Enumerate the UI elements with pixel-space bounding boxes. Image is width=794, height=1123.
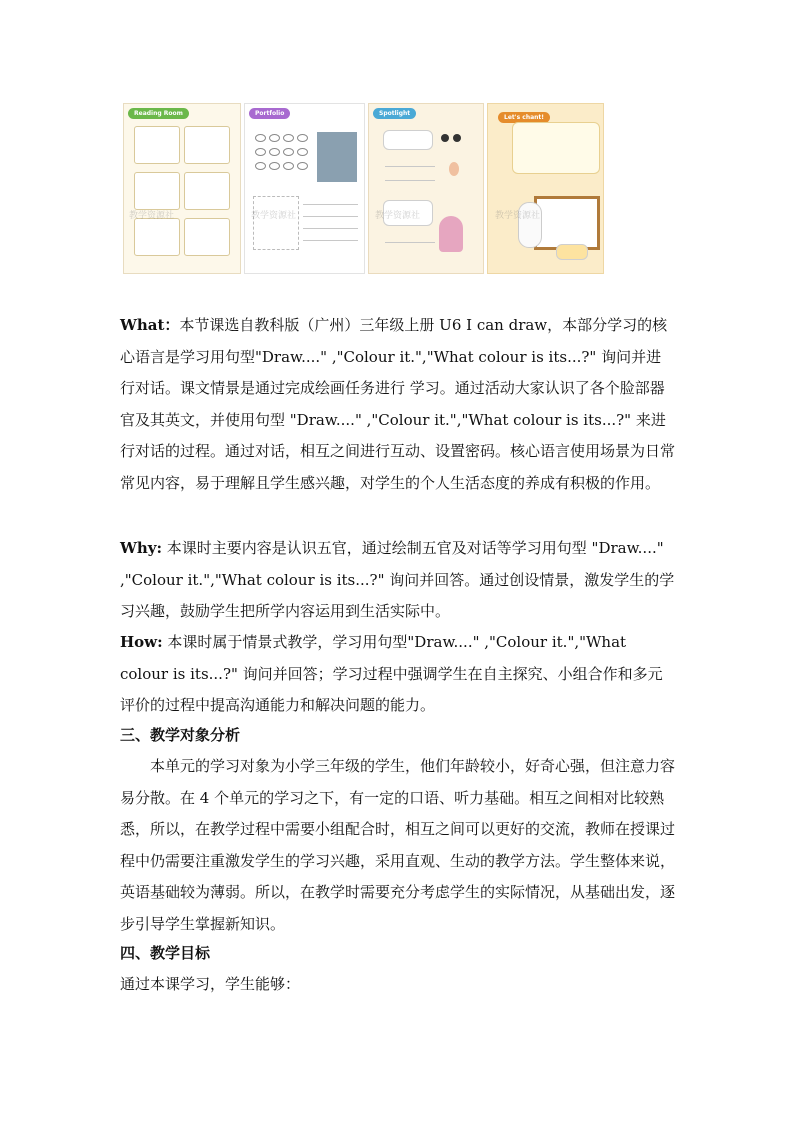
how-paragraph <box>120 627 676 722</box>
mouth-icon <box>283 162 294 170</box>
chant-box <box>512 122 600 174</box>
section-3-heading: 三、教学对象分析 <box>120 726 241 744</box>
watermark: 教学资源社 <box>251 211 297 221</box>
section-4-intro: 通过本课学习，学生能够： <box>120 975 301 993</box>
writing-line <box>303 228 358 229</box>
page-title: Reading Room <box>128 108 189 119</box>
page-title: Portfolio <box>249 108 290 119</box>
writing-line <box>303 216 358 217</box>
watermark: 教学资源社 <box>495 211 541 221</box>
ear-icon <box>283 148 294 156</box>
textbook-page-portfolio <box>244 103 365 274</box>
picture-cell <box>134 172 180 210</box>
watermark: 教学资源社 <box>129 211 175 221</box>
why-text: 本课时主要内容是认识五官，通过绘制五官及对话等学习用句型 "Draw...." ,"Colour it.","What colour is its...?" 询问并回答。通过创设情景，激发学生的学习兴趣，鼓励学生把所学内容运用到生活实际中。 <box>120 539 675 620</box>
picture-frame <box>534 196 600 250</box>
writing-line <box>385 166 435 167</box>
writing-line <box>303 240 358 241</box>
picture-cell <box>184 172 230 210</box>
speech-bubble <box>556 244 588 260</box>
mouth-icon <box>255 162 266 170</box>
portrait-picture <box>317 132 357 182</box>
eye-icon <box>269 134 280 142</box>
section-3-paragraph: 本单元的学习对象为小学三年级的学生，他们年龄较小，好奇心强，但注意力容易分散。在 4 个单元的学习之下，有一定的口语、听力基础。相互之间相对比较熟悉，所以，在教学过程中需要小组配合时，相互之间可以更好的交流，教师在授课过程中仍需要注重激发学生的学习兴趣，采用直观、生动的教学方法。学生整体来说，英语基础较为薄弱。所以，在教学时需要充分考虑学生的实际情况，从基础出发，逐步引导学生掌握新知识。 <box>120 757 676 933</box>
why-paragraph <box>120 533 676 628</box>
picture-cell <box>134 126 180 164</box>
why-label: Why: <box>120 539 163 557</box>
picture-cell <box>134 218 180 256</box>
eye-icon <box>453 134 461 142</box>
how-text: 本课时属于情景式教学，学习用句型"Draw...." ,"Colour it.","What colour is its...?" 询问并回答；学习过程中强调学生在自主探究、小组合作和多元评价的过程中提高沟通能力和解决问题的能力。 <box>120 633 663 714</box>
textbook-page-reading-room <box>123 103 241 274</box>
ear-icon <box>449 162 459 176</box>
section-4-heading: 四、教学目标 <box>120 944 211 962</box>
watermark: 教学资源社 <box>375 211 421 221</box>
speech-bubble <box>383 130 433 150</box>
what-label: What： <box>120 316 180 334</box>
writing-line <box>385 242 435 243</box>
eye-icon <box>441 134 449 142</box>
textbook-pages-image <box>123 103 604 274</box>
page-title: Let's chant! <box>498 112 550 123</box>
eye-icon <box>297 134 308 142</box>
picture-cell <box>184 218 230 256</box>
what-paragraph <box>120 310 676 499</box>
picture-cell <box>184 126 230 164</box>
how-label: How: <box>120 633 163 651</box>
eye-icon <box>283 134 294 142</box>
textbook-page-spotlight <box>368 103 484 274</box>
writing-line <box>385 180 435 181</box>
writing-line <box>303 204 358 205</box>
mouth-icon <box>297 162 308 170</box>
girl-picture <box>439 216 463 252</box>
ear-icon <box>255 148 266 156</box>
textbook-page-chant <box>487 103 604 274</box>
eye-icon <box>255 134 266 142</box>
what-text: 本节课选自教科版（广州）三年级上册 U6 I can draw，本部分学习的核心语言是学习用句型"Draw...." ,"Colour it.","What colour is its...?" 询问并进行对话。课文情景是通过完成绘画任务进行 学习。通过活动大家认识了各个脸部器官及其英文，并使用句型 "Draw...." ,"Colour it.","What colour is its...?" 来进行对话的过程。通过对话，相互之间进行互动、设置密码。核心语言使用场景为日常常见内容，易于理解且学生感兴趣，对学生的个人生活态度的养成有积极的作用。 <box>120 316 676 492</box>
page-title: Spotlight <box>373 108 416 119</box>
ear-icon <box>297 148 308 156</box>
mouth-icon <box>269 162 280 170</box>
ear-icon <box>269 148 280 156</box>
drawing-frame <box>253 196 299 250</box>
